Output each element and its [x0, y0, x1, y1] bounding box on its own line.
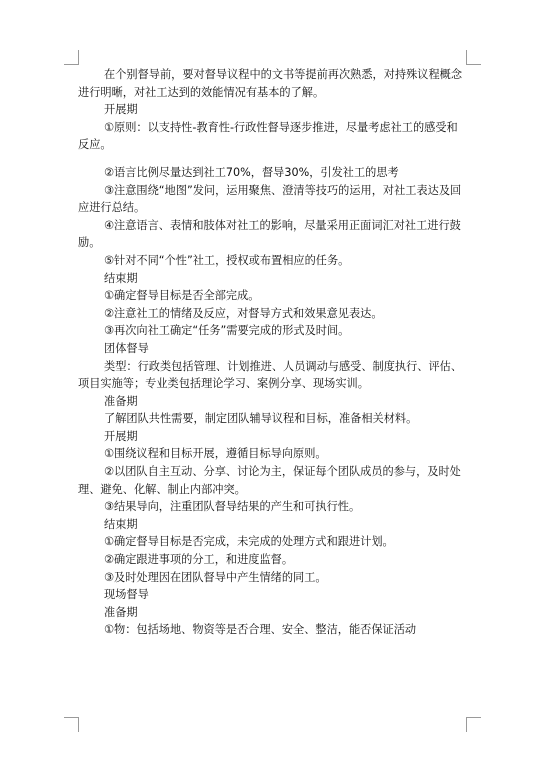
paragraph: ③及时处理因在团队督导中产生情绪的同工。 [104, 570, 327, 584]
paragraph: 开展期 [104, 429, 138, 443]
paragraph: ②以团队自主互动、分享、讨论为主，保证每个团队成员的参与，及时处理、避免、化解、制止内部冲突。 [78, 465, 461, 496]
margin-corner-bottom-right [466, 717, 481, 732]
paragraph: ①围绕议程和目标开展，遵循目标导向原则。 [104, 447, 327, 461]
paragraph: ②注意社工的情绪及反应，对督导方式和效果意见表达。 [104, 306, 383, 320]
paragraph: 了解团队共性需要，制定团队辅导议程和目标，准备相关材料。 [104, 412, 418, 426]
paragraph: ③结果导向，注重团队督导结果的产生和可执行性。 [104, 500, 361, 514]
document-body [78, 66, 466, 639]
paragraph: ⑤针对不同“个性”社工，授权或布置相应的任务。 [104, 253, 350, 267]
margin-corner-top-left [64, 50, 79, 65]
paragraph: 类型：行政类包括管理、计划推进、人员调动与感受、制度执行、评估、项目实施等；专业类包括理论学习、案例分享、现场实训。 [78, 359, 463, 391]
paragraph: ①确定督导目标是否完成，未完成的处理方式和跟进计划。 [104, 535, 394, 549]
paragraph: ①确定督导目标是否全部完成。 [104, 289, 260, 303]
paragraph: 结束期 [104, 271, 138, 285]
margin-corner-top-right [466, 50, 481, 65]
margin-corner-bottom-left [64, 717, 79, 732]
paragraph: ②确定跟进事项的分工，和进度监督。 [104, 553, 294, 567]
paragraph: ①原则：以支持性-教育性-行政性督导逐步推进，尽量考虑社工的感受和反应。 [78, 120, 458, 152]
paragraph: 开展期 [104, 103, 138, 117]
paragraph: 在个别督导前，要对督导议程中的文书等提前再次熟悉，对持殊议程概念进行明晰，对社工达到的效能情况有基本的了解。 [78, 68, 463, 99]
paragraph: ①物：包括场地、物资等是否合理、安全、整洁，能否保证活动 [104, 623, 417, 637]
paragraph: ②语言比例尽量达到社工70%，督导30%，引发社工的思考 [104, 165, 399, 179]
paragraph: 准备期 [104, 394, 138, 408]
paragraph: 团体督导 [104, 341, 149, 355]
paragraph: 现场督导 [104, 588, 149, 602]
paragraph: ③注意围绕“地图”发问，运用聚焦、澄清等技巧的运用，对社工表达及回应进行总结。 [78, 183, 462, 215]
paragraph: ④注意语言、表情和肢体对社工的影响，尽量采用正面词汇对社工进行鼓励。 [78, 218, 461, 250]
paragraph: ③再次向社工确定“任务”需要完成的形式及时间。 [104, 324, 350, 338]
paragraph: 准备期 [104, 605, 138, 619]
paragraph: 结束期 [104, 517, 138, 531]
